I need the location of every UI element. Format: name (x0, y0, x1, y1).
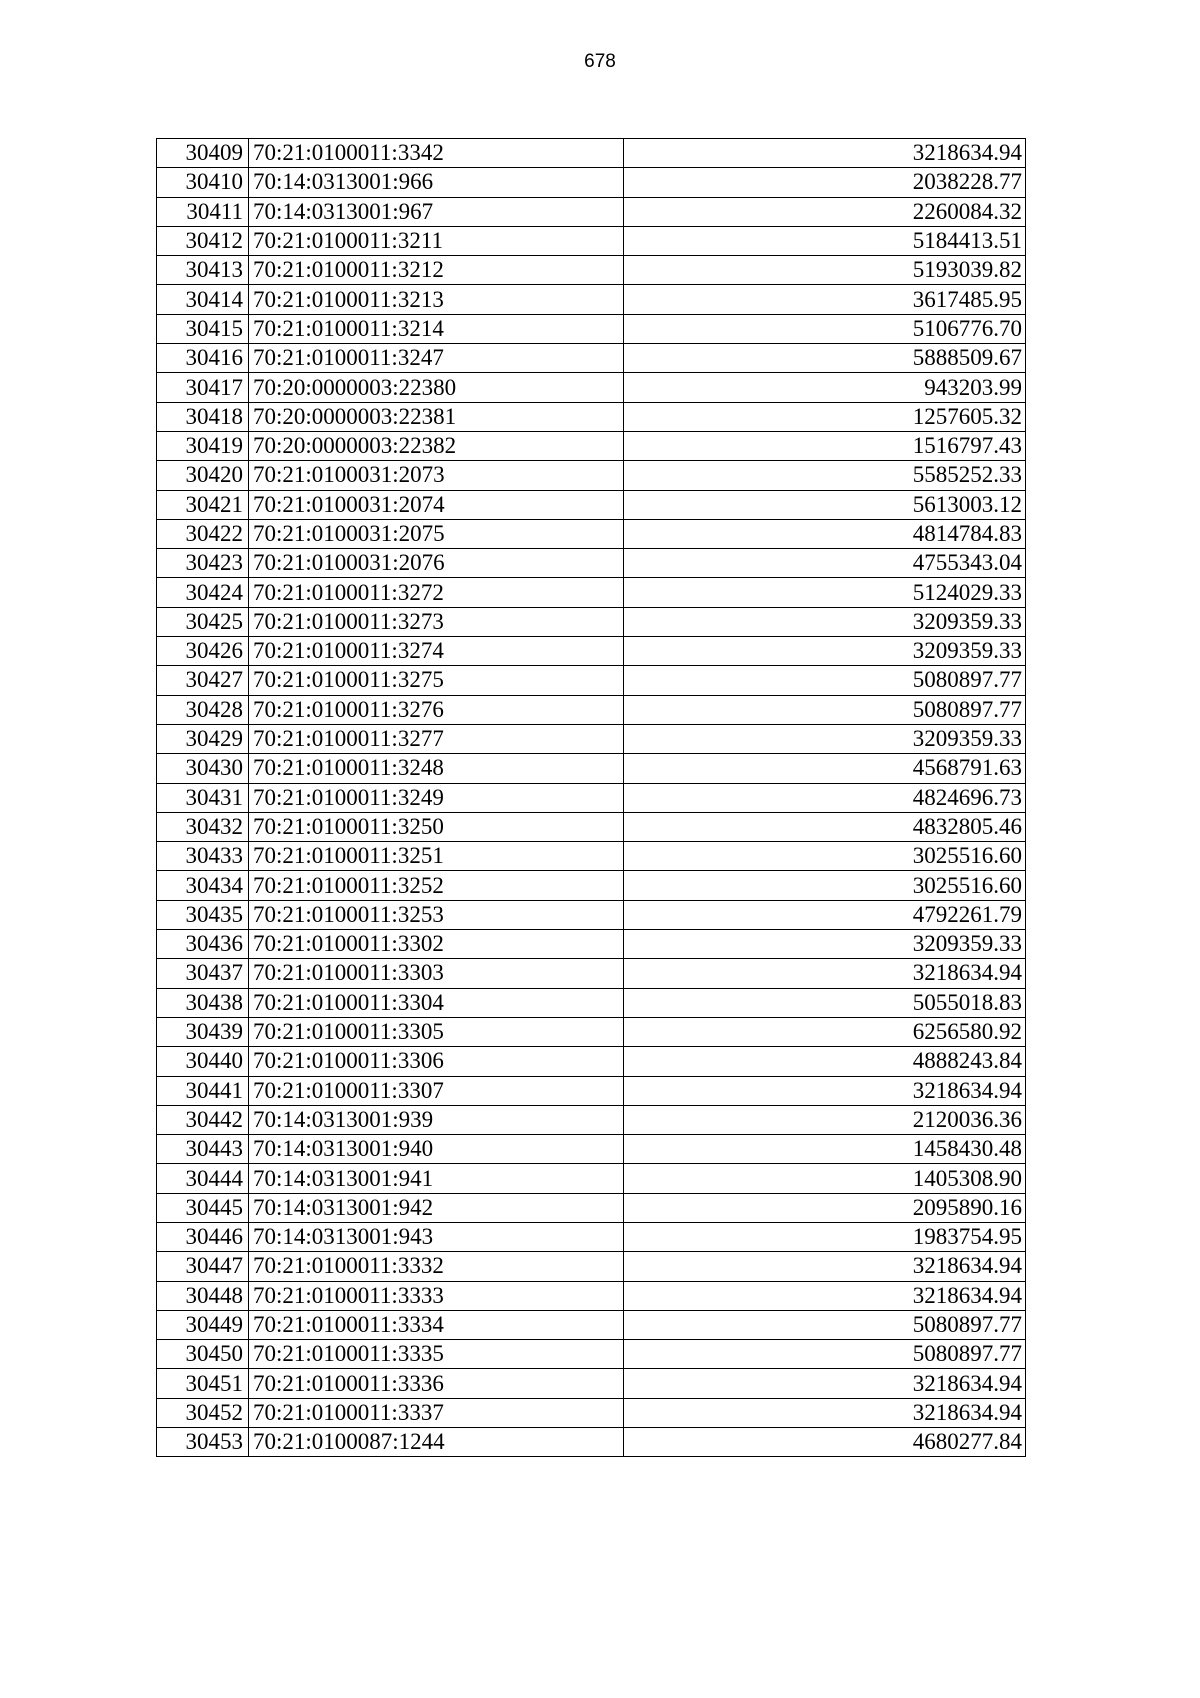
row-number-cell: 30452 (157, 1398, 249, 1427)
row-number-cell: 30446 (157, 1222, 249, 1251)
cadastral-value-cell: 5080897.77 (624, 695, 1026, 724)
table-row (157, 1398, 1026, 1427)
table-row (157, 139, 1026, 168)
cadastral-number-cell: 70:21:0100031:2075 (249, 519, 624, 548)
table-row (157, 1369, 1026, 1398)
cadastral-number-cell: 70:21:0100011:3252 (249, 871, 624, 900)
row-number-cell: 30414 (157, 285, 249, 314)
row-number-cell: 30417 (157, 373, 249, 402)
cadastral-number-cell: 70:14:0313001:942 (249, 1193, 624, 1222)
table-row (157, 256, 1026, 285)
table-body (157, 139, 1026, 1457)
table-row (157, 402, 1026, 431)
cadastral-number-cell: 70:21:0100011:3211 (249, 226, 624, 255)
row-number-cell: 30445 (157, 1193, 249, 1222)
cadastral-number-cell: 70:21:0100011:3305 (249, 1017, 624, 1046)
table-row (157, 1310, 1026, 1339)
table-row (157, 754, 1026, 783)
table-row (157, 344, 1026, 373)
row-number-cell: 30422 (157, 519, 249, 548)
cadastral-number-cell: 70:14:0313001:941 (249, 1164, 624, 1193)
table-row (157, 930, 1026, 959)
cadastral-value-cell: 5888509.67 (624, 344, 1026, 373)
row-number-cell: 30410 (157, 168, 249, 197)
cadastral-number-cell: 70:21:0100031:2073 (249, 461, 624, 490)
row-number-cell: 30431 (157, 783, 249, 812)
table-row (157, 812, 1026, 841)
row-number-cell: 30421 (157, 490, 249, 519)
cadastral-number-cell: 70:21:0100011:3274 (249, 637, 624, 666)
cadastral-number-cell: 70:14:0313001:939 (249, 1105, 624, 1134)
row-number-cell: 30432 (157, 812, 249, 841)
cadastral-number-cell: 70:21:0100087:1244 (249, 1428, 624, 1457)
cadastral-value-cell: 5184413.51 (624, 226, 1026, 255)
row-number-cell: 30441 (157, 1076, 249, 1105)
cadastral-number-cell: 70:21:0100031:2074 (249, 490, 624, 519)
table-row (157, 959, 1026, 988)
table-row (157, 1047, 1026, 1076)
cadastral-value-cell: 2095890.16 (624, 1193, 1026, 1222)
table-row (157, 1017, 1026, 1046)
cadastral-value-cell: 4888243.84 (624, 1047, 1026, 1076)
cadastral-number-cell: 70:21:0100011:3336 (249, 1369, 624, 1398)
cadastral-number-cell: 70:21:0100011:3306 (249, 1047, 624, 1076)
cadastral-value-cell: 4680277.84 (624, 1428, 1026, 1457)
cadastral-value-cell: 1257605.32 (624, 402, 1026, 431)
row-number-cell: 30433 (157, 842, 249, 871)
cadastral-number-cell: 70:21:0100011:3307 (249, 1076, 624, 1105)
cadastral-number-cell: 70:21:0100011:3213 (249, 285, 624, 314)
cadastral-value-cell: 3209359.33 (624, 637, 1026, 666)
cadastral-value-cell: 3218634.94 (624, 1076, 1026, 1105)
row-number-cell: 30438 (157, 988, 249, 1017)
cadastral-number-cell: 70:21:0100011:3337 (249, 1398, 624, 1427)
cadastral-value-cell: 4824696.73 (624, 783, 1026, 812)
cadastral-number-cell: 70:21:0100011:3251 (249, 842, 624, 871)
row-number-cell: 30450 (157, 1340, 249, 1369)
cadastral-value-cell: 3617485.95 (624, 285, 1026, 314)
cadastral-value-cell: 6256580.92 (624, 1017, 1026, 1046)
cadastral-value-cell: 2260084.32 (624, 197, 1026, 226)
cadastral-number-cell: 70:21:0100011:3272 (249, 578, 624, 607)
row-number-cell: 30423 (157, 549, 249, 578)
cadastral-number-cell: 70:21:0100011:3273 (249, 607, 624, 636)
row-number-cell: 30415 (157, 314, 249, 343)
row-number-cell: 30453 (157, 1428, 249, 1457)
cadastral-number-cell: 70:21:0100011:3247 (249, 344, 624, 373)
row-number-cell: 30426 (157, 637, 249, 666)
table-row (157, 988, 1026, 1017)
cadastral-number-cell: 70:21:0100011:3334 (249, 1310, 624, 1339)
row-number-cell: 30428 (157, 695, 249, 724)
table-row (157, 461, 1026, 490)
table-row (157, 637, 1026, 666)
cadastral-value-cell: 4792261.79 (624, 900, 1026, 929)
cadastral-value-cell: 5055018.83 (624, 988, 1026, 1017)
row-number-cell: 30416 (157, 344, 249, 373)
row-number-cell: 30440 (157, 1047, 249, 1076)
row-number-cell: 30418 (157, 402, 249, 431)
cadastral-number-cell: 70:21:0100011:3302 (249, 930, 624, 959)
cadastral-number-cell: 70:21:0100031:2076 (249, 549, 624, 578)
cadastral-value-cell: 3209359.33 (624, 607, 1026, 636)
row-number-cell: 30425 (157, 607, 249, 636)
row-number-cell: 30419 (157, 431, 249, 460)
cadastral-value-cell: 3209359.33 (624, 724, 1026, 753)
row-number-cell: 30451 (157, 1369, 249, 1398)
table-row (157, 1105, 1026, 1134)
cadastral-value-cell: 2120036.36 (624, 1105, 1026, 1134)
table-row (157, 1428, 1026, 1457)
cadastral-value-cell: 5080897.77 (624, 1310, 1026, 1339)
row-number-cell: 30413 (157, 256, 249, 285)
cadastral-number-cell: 70:21:0100011:3253 (249, 900, 624, 929)
table-row (157, 578, 1026, 607)
cadastral-value-cell: 3218634.94 (624, 1369, 1026, 1398)
cadastral-value-table (156, 138, 1026, 1457)
row-number-cell: 30424 (157, 578, 249, 607)
table-row (157, 1193, 1026, 1222)
cadastral-value-cell: 5193039.82 (624, 256, 1026, 285)
table-row (157, 900, 1026, 929)
cadastral-number-cell: 70:21:0100011:3248 (249, 754, 624, 783)
row-number-cell: 30448 (157, 1281, 249, 1310)
cadastral-value-cell: 1458430.48 (624, 1135, 1026, 1164)
cadastral-value-cell: 5613003.12 (624, 490, 1026, 519)
table-row (157, 1252, 1026, 1281)
table-row (157, 490, 1026, 519)
cadastral-number-cell: 70:21:0100011:3214 (249, 314, 624, 343)
table-row (157, 285, 1026, 314)
table-row (157, 695, 1026, 724)
cadastral-number-cell: 70:14:0313001:943 (249, 1222, 624, 1251)
cadastral-number-cell: 70:21:0100011:3250 (249, 812, 624, 841)
cadastral-value-cell: 5585252.33 (624, 461, 1026, 490)
row-number-cell: 30444 (157, 1164, 249, 1193)
row-number-cell: 30420 (157, 461, 249, 490)
cadastral-value-cell: 3218634.94 (624, 1398, 1026, 1427)
table-row (157, 168, 1026, 197)
table-row (157, 871, 1026, 900)
cadastral-number-cell: 70:21:0100011:3304 (249, 988, 624, 1017)
cadastral-value-cell: 3209359.33 (624, 930, 1026, 959)
page-number: 678 (584, 51, 616, 72)
row-number-cell: 30409 (157, 139, 249, 168)
table-row (157, 1222, 1026, 1251)
row-number-cell: 30437 (157, 959, 249, 988)
cadastral-number-cell: 70:20:0000003:22380 (249, 373, 624, 402)
table-row (157, 783, 1026, 812)
cadastral-value-cell: 4814784.83 (624, 519, 1026, 548)
cadastral-number-cell: 70:21:0100011:3303 (249, 959, 624, 988)
table-row (157, 842, 1026, 871)
row-number-cell: 30442 (157, 1105, 249, 1134)
row-number-cell: 30434 (157, 871, 249, 900)
table-row (157, 373, 1026, 402)
cadastral-number-cell: 70:21:0100011:3249 (249, 783, 624, 812)
table-row (157, 519, 1026, 548)
table-row (157, 431, 1026, 460)
cadastral-value-cell: 1983754.95 (624, 1222, 1026, 1251)
cadastral-value-cell: 5124029.33 (624, 578, 1026, 607)
cadastral-number-cell: 70:20:0000003:22381 (249, 402, 624, 431)
table-row (157, 197, 1026, 226)
cadastral-number-cell: 70:21:0100011:3333 (249, 1281, 624, 1310)
cadastral-number-cell: 70:21:0100011:3277 (249, 724, 624, 753)
row-number-cell: 30427 (157, 666, 249, 695)
row-number-cell: 30429 (157, 724, 249, 753)
cadastral-value-cell: 3218634.94 (624, 1281, 1026, 1310)
cadastral-value-cell: 3218634.94 (624, 139, 1026, 168)
cadastral-number-cell: 70:21:0100011:3332 (249, 1252, 624, 1281)
table-row (157, 1135, 1026, 1164)
cadastral-value-cell: 1516797.43 (624, 431, 1026, 460)
row-number-cell: 30447 (157, 1252, 249, 1281)
cadastral-value-cell: 4755343.04 (624, 549, 1026, 578)
cadastral-value-cell: 943203.99 (624, 373, 1026, 402)
cadastral-number-cell: 70:21:0100011:3342 (249, 139, 624, 168)
table-row (157, 1076, 1026, 1105)
row-number-cell: 30436 (157, 930, 249, 959)
cadastral-value-cell: 4832805.46 (624, 812, 1026, 841)
cadastral-value-cell: 2038228.77 (624, 168, 1026, 197)
table-row (157, 666, 1026, 695)
row-number-cell: 30449 (157, 1310, 249, 1339)
cadastral-number-cell: 70:21:0100011:3276 (249, 695, 624, 724)
cadastral-value-cell: 3025516.60 (624, 842, 1026, 871)
cadastral-number-cell: 70:21:0100011:3275 (249, 666, 624, 695)
cadastral-value-cell: 3218634.94 (624, 959, 1026, 988)
cadastral-number-cell: 70:21:0100011:3335 (249, 1340, 624, 1369)
cadastral-value-cell: 5080897.77 (624, 1340, 1026, 1369)
cadastral-value-cell: 3025516.60 (624, 871, 1026, 900)
cadastral-value-cell: 1405308.90 (624, 1164, 1026, 1193)
cadastral-value-cell: 5080897.77 (624, 666, 1026, 695)
table-row (157, 1281, 1026, 1310)
table-row (157, 724, 1026, 753)
row-number-cell: 30412 (157, 226, 249, 255)
cadastral-value-cell: 4568791.63 (624, 754, 1026, 783)
cadastral-number-cell: 70:14:0313001:967 (249, 197, 624, 226)
row-number-cell: 30439 (157, 1017, 249, 1046)
cadastral-number-cell: 70:21:0100011:3212 (249, 256, 624, 285)
table-row (157, 1340, 1026, 1369)
cadastral-number-cell: 70:14:0313001:940 (249, 1135, 624, 1164)
row-number-cell: 30411 (157, 197, 249, 226)
table-row (157, 226, 1026, 255)
cadastral-value-cell: 5106776.70 (624, 314, 1026, 343)
cadastral-number-cell: 70:20:0000003:22382 (249, 431, 624, 460)
table-row (157, 549, 1026, 578)
table-row (157, 314, 1026, 343)
row-number-cell: 30435 (157, 900, 249, 929)
row-number-cell: 30430 (157, 754, 249, 783)
cadastral-number-cell: 70:14:0313001:966 (249, 168, 624, 197)
table-row (157, 607, 1026, 636)
row-number-cell: 30443 (157, 1135, 249, 1164)
table-row (157, 1164, 1026, 1193)
cadastral-value-cell: 3218634.94 (624, 1252, 1026, 1281)
